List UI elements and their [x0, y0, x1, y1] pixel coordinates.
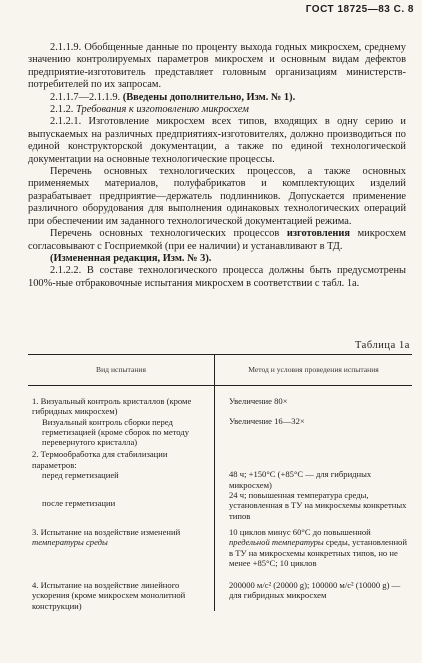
row-3-test-italic: температуры среды: [32, 537, 108, 548]
table-header-row: [28, 355, 412, 386]
row-3-test: 3. Испытание на воздействие изменений: [32, 526, 181, 537]
paragraph-2-1-2-2: 2.1.2.2. В составе технологического процесса должны быть предусмотрены 100%-ные отбраковочные испытания микросхем в соответствии с табл. 1а.: [28, 265, 406, 289]
row-2-test: 2. Термообработка для стабилизации параметров:: [32, 449, 168, 470]
row-2a-method: 48 ч; +150°С (+85°С — для гибридных микросхем): [229, 469, 372, 490]
paragraph-process-approval: [28, 228, 406, 253]
amendment-range: 2.1.1.7—2.1.1.9.: [50, 91, 121, 103]
table-row: [28, 447, 412, 520]
paragraph-2-1-2-1: 2.1.2.1. Изготовление микросхем всех типов, входящих в одну серию и выпускаемых на различных предприятиях-изготовителях, должно производиться по единой конструкторской документации, а также по единой технологической документации на основные технологические процессы.: [28, 116, 406, 165]
row-2b-test: после герметизации: [42, 498, 116, 509]
approval-text-bold: изготовления: [286, 228, 350, 240]
page-header: ГОСТ 18725—83 С. 8: [305, 4, 414, 15]
section-number: 2.1.2.: [50, 104, 74, 116]
row-1b-test: Визуальный контроль сборки перед герметизацией (кроме сборок по методу перевернутого кристалла): [42, 416, 189, 448]
table-row: [28, 521, 412, 568]
table-row: [28, 386, 412, 448]
row-4-test: 4. Испытание на воздействие линейного ускорения (кроме микросхем монолитной конструкции): [32, 580, 186, 611]
amendment-note-1: [28, 92, 406, 104]
section-heading-2-1-2: [28, 104, 406, 116]
paragraph-process-list: Перечень основных технологических процессов, а также основных применяемых материалов, полуфабрикатов и комплектующих изделий разрабатывает предприятие—держатель подлинников. Допускается применение различного оборудования для выполнения одинаковых технологических операций при обеспечении им заданного технологической документацией режима.: [28, 166, 406, 227]
row-2a-test: перед герметизацией: [42, 470, 119, 481]
approval-text-start: Перечень основных технологических процессов: [50, 228, 280, 240]
paragraph-2-1-1-9: 2.1.1.9. Обобщенные данные по проценту выхода годных микросхем, среднему значению контролируемых параметров микросхем и основным видам дефектов предприятие-изготовитель представляет головным организациям министерств-потребителей по их запросам.: [28, 42, 406, 91]
row-3-method: 10 циклов минус 60°С до повышенной: [229, 526, 371, 537]
tests-table: [28, 354, 412, 611]
amendment-note-3: (Измененная редакция, Изм. № 3).: [50, 252, 212, 264]
row-1a-method: Увеличение 80×: [229, 396, 288, 406]
section-title: Требования к изготовлению микросхем: [76, 104, 249, 116]
row-4-method: 200000 м/с² (20000 g); 100000 м/с² (10000 g) — для гибридных микросхем: [229, 580, 401, 601]
row-1b-method: Увеличение 16—32×: [229, 416, 305, 427]
column-header-method: Метод и условия проведения испытания: [215, 355, 413, 386]
row-3-method-end: среды, установленной в ТУ на микросхемы конкретных типов, но не менее +85°С; 10 циклов: [229, 537, 407, 568]
row-3-method-italic: предельной температуры: [229, 537, 324, 548]
row-1a-test: 1. Визуальный контроль кристаллов (кроме гибридных микросхем): [32, 396, 192, 417]
table-caption: Таблица 1а: [354, 340, 410, 351]
column-header-test-type: Вид испытания: [28, 355, 215, 386]
table-row: [28, 568, 412, 611]
row-2b-method: 24 ч; повышенная температура среды, установленная в ТУ на микросхемы конкретных типов: [229, 490, 407, 521]
approval-text-end: микросхем согласовывают с Госприемкой (при ее наличии) и устанавливают в ТД.: [28, 228, 406, 252]
amendment-note: (Введены дополнительно, Изм. № 1).: [122, 91, 296, 103]
body-text: [28, 42, 406, 290]
